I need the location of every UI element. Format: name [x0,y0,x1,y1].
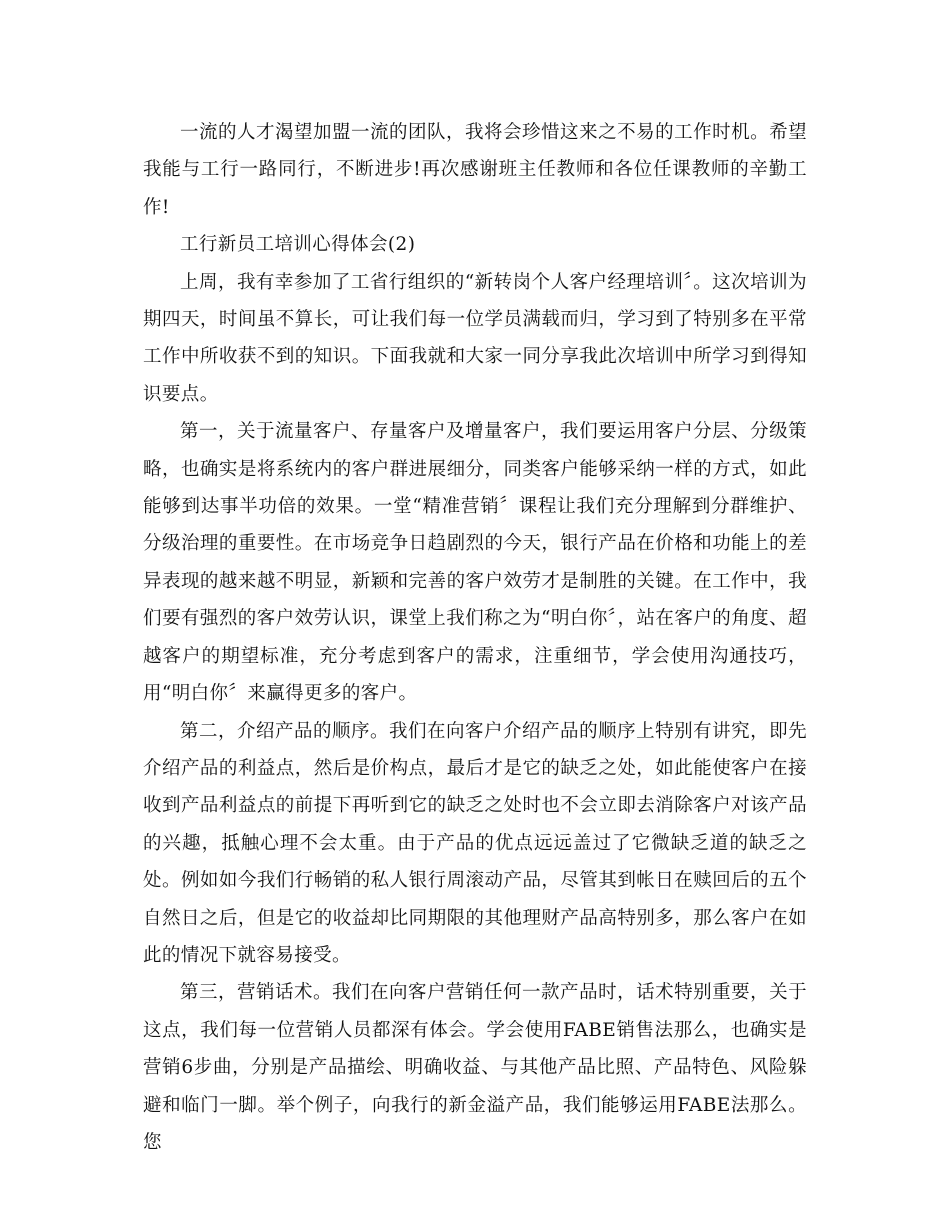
paragraph-intro: 上周，我有幸参加了工省行组织的“新转岗个人客户经理培训〞。这次培训为期四天，时间虽不算长，可让我们每一位学员满载而归，学习到了特别多在平常工作中所收获不到的知识。下面我就和大家一同分享我此次培训中所学习到得知识要点。 [143,271,807,405]
paragraph-point-3: 第三，营销话术。我们在向客户营销任何一款产品时，话术特别重要，关于这点，我们每一位营销人员都深有体会。学会使用FABE销售法那么，也确实是营销6步曲，分别是产品描绘、明确收益、与其他产品比照、产品特色、风险躲避和临门一脚。举个例子，向我行的新金溢产品，我们能够运用FABE法那么。您 [143,982,807,1153]
paragraph-point-1: 第一，关于流量客户、存量客户及增量客户，我们要运用客户分层、分级策略，也确实是将系统内的客户群进展细分，同类客户能够采纳一样的方式，如此能够到达事半功倍的效果。一堂“精准营销〞课程让我们充分理解到分群维护、分级治理的重要性。在市场竞争日趋剧烈的今天，银行产品在价格和功能上的差异表现的越来越不明显，新颖和完善的客户效劳才是制胜的关键。在工作中，我们要有强烈的客户效劳认识，课堂上我们称之为“明白你〞，站在客户的角度、超越客户的期望标准，充分考虑到客户的需求，注重细节，学会使用沟通技巧，用“明白你〞来赢得更多的客户。 [143,421,807,705]
paragraph-point-2: 第二，介绍产品的顺序。我们在向客户介绍产品的顺序上特别有讲究，即先介绍产品的利益点，然后是价构点，最后才是它的缺乏之处，如此能使客户在接收到产品利益点的前提下再听到它的缺乏之处时也不会立即去消除客户对该产品的兴趣，抵触心理不会太重。由于产品的优点远远盖过了它微缺乏道的缺乏之处。例如如今我们行畅销的私人银行周滚动产品，尽管其到帐日在赎回后的五个自然日之后，但是它的收益却比同期限的其他理财产品高特别多，那么客户在如此的情况下就容易接受。 [143,720,807,966]
section-heading: 工行新员工培训心得体会(2) [180,234,416,256]
paragraph-closing: 一流的人才渴望加盟一流的团队，我将会珍惜这来之不易的工作时机。希望我能与工行一路同行，不断进步!再次感谢班主任教师和各位任课教师的辛勤工作! [143,122,807,218]
document-body [143,114,807,1161]
